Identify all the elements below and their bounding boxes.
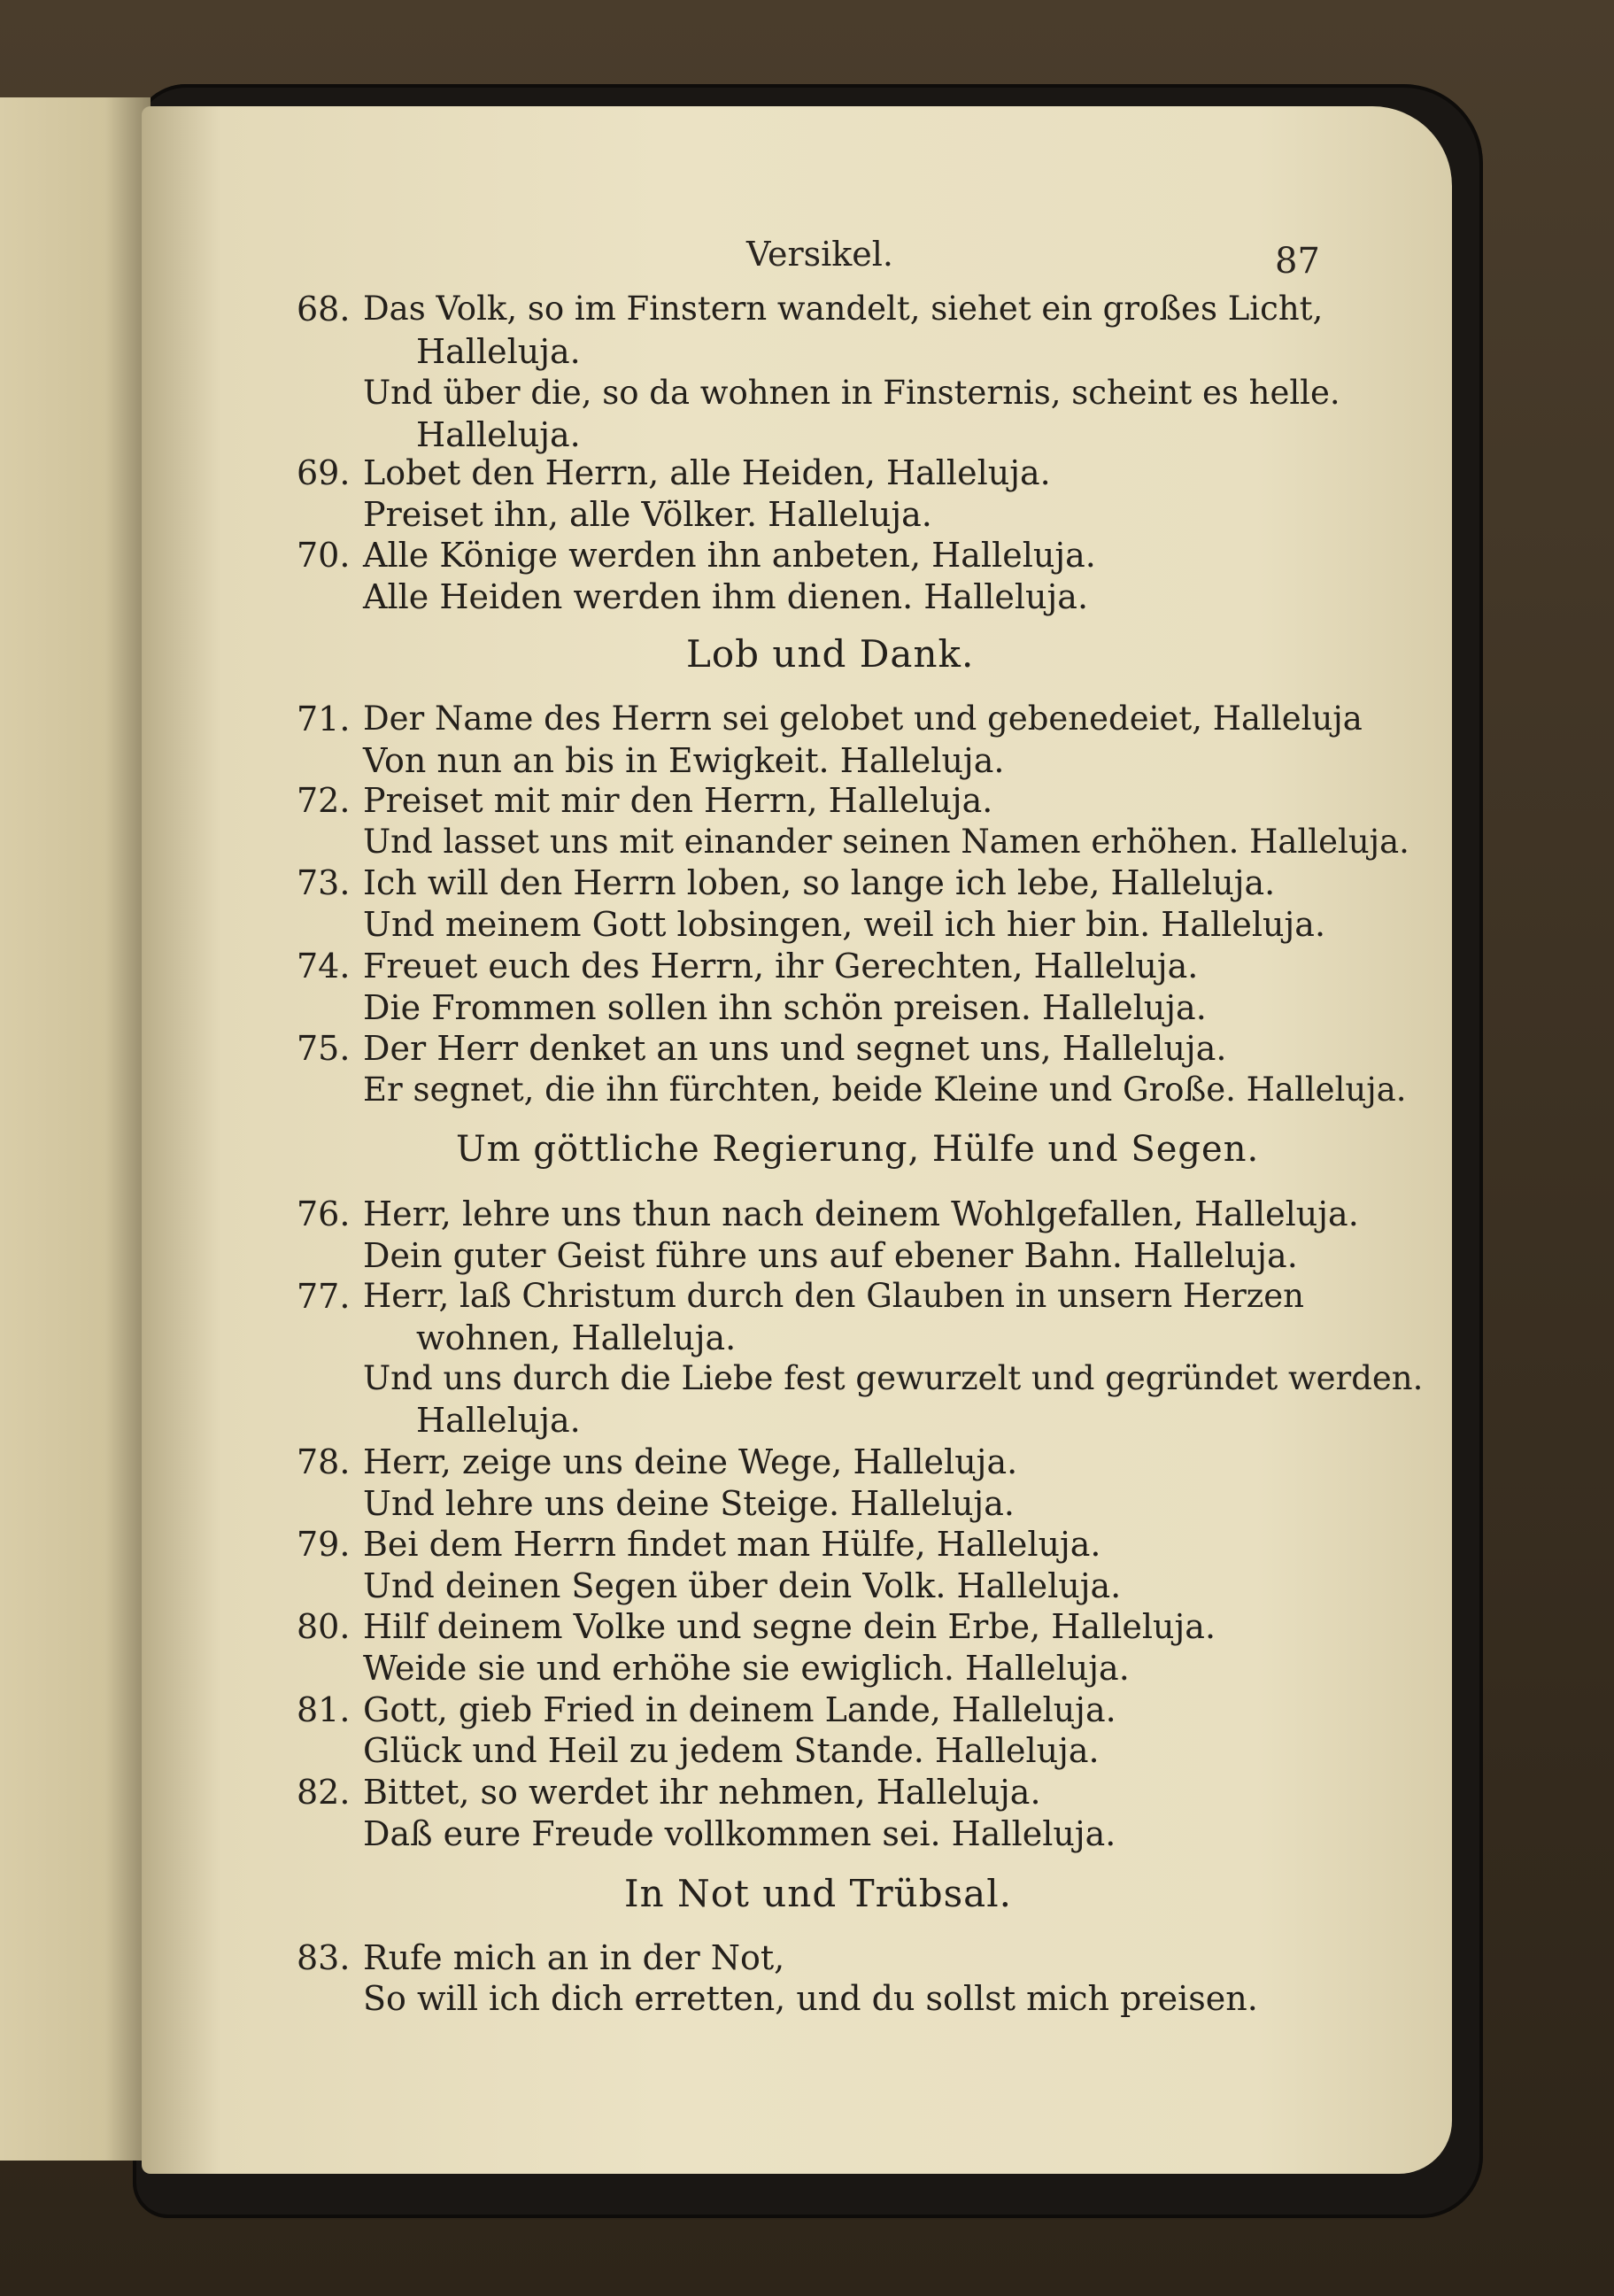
verse-line: Hilf deinem Volke und segne dein Erbe, Halleluja. [363,1607,1216,1646]
verse-number: 73. [297,863,351,902]
verse-line: Preiset mit mir den Herrn, Halleluja. [363,781,993,820]
verse-line: Bittet, so werdet ihr nehmen, Halleluja. [363,1773,1041,1812]
section-heading: In Not und Trübsal. [624,1872,1012,1915]
verse-line: Und uns durch die Liebe fest gewurzelt und gegründet werden. [363,1359,1424,1397]
verse-line: Herr, lehre uns thun nach deinem Wohlgefallen, Halleluja. [363,1194,1359,1233]
verse-number: 75. [297,1029,351,1068]
verse-line: Preiset ihn, alle Völker. Halleluja. [363,495,932,534]
verse-number: 77. [297,1277,351,1316]
section-heading: Lob und Dank. [686,632,975,676]
verse-line: wohnen, Halleluja. [416,1318,737,1357]
verse-line: Daß eure Freude vollkommen sei. Halleluja. [363,1814,1116,1853]
verse-line: Und lasset uns mit einander seinen Namen erhöhen. Halleluja. [363,823,1409,861]
running-head: Versikel. [746,235,894,274]
verse-number: 69. [297,453,351,492]
verse-line: Halleluja. [416,332,581,371]
verse-line: Und lehre uns deine Steige. Halleluja. [363,1484,1015,1523]
verse-number: 79. [297,1525,351,1564]
verse-line: Und deinen Segen über dein Volk. Halleluja. [363,1566,1122,1605]
verse-line: Herr, laß Christum durch den Glauben in unsern Herzen [363,1277,1305,1315]
verse-line: Lobet den Herrn, alle Heiden, Halleluja. [363,453,1051,492]
verse-line: Die Frommen sollen ihn schön preisen. Halleluja. [363,988,1207,1027]
verse-number: 78. [297,1442,351,1481]
section-heading: Um göttliche Regierung, Hülfe und Segen. [456,1129,1260,1170]
verse-line: Er segnet, die ihn fürchten, beide Kleine und Große. Halleluja. [363,1071,1407,1109]
verse-line: Und meinem Gott lobsingen, weil ich hier bin. Halleluja. [363,905,1326,944]
verse-number: 81. [297,1690,351,1729]
verse-line: Ich will den Herrn loben, so lange ich lebe, Halleluja. [363,863,1276,902]
verse-number: 70. [297,536,351,575]
verse-line: Bei dem Herrn findet man Hülfe, Halleluja. [363,1525,1101,1564]
verse-line: Halleluja. [416,415,581,454]
verse-line: Weide sie und erhöhe sie ewiglich. Halleluja. [363,1649,1130,1688]
verse-number: 83. [297,1938,351,1977]
verse-line: Glück und Heil zu jedem Stande. Halleluja. [363,1731,1100,1770]
verse-line: Der Herr denket an uns und segnet uns, Halleluja. [363,1029,1227,1068]
verse-line: Und über die, so da wohnen in Finsternis, scheint es helle. [363,374,1340,412]
verse-line: Herr, zeige uns deine Wege, Halleluja. [363,1442,1018,1481]
verse-number: 71. [297,700,351,738]
verse-line: Halleluja. [416,1401,581,1440]
verse-line: So will ich dich erretten, und du sollst mich preisen. [363,1979,1258,2018]
verse-line: Dein guter Geist führe uns auf ebener Bahn. Halleluja. [363,1236,1298,1275]
verse-line: Das Volk, so im Finstern wandelt, siehet ein großes Licht, [363,290,1324,328]
verse-number: 68. [297,290,351,329]
verse-line: Der Name des Herrn sei gelobet und gebenedeiet, Halleluja [363,700,1363,738]
verse-number: 82. [297,1773,351,1812]
verse-line: Alle Heiden werden ihm dienen. Halleluja. [363,577,1089,616]
verse-number: 72. [297,781,351,820]
verse-number: 74. [297,947,351,986]
verse-number: 80. [297,1607,351,1646]
verse-line: Gott, gieb Fried in deinem Lande, Halleluja. [363,1690,1116,1729]
verse-number: 76. [297,1194,351,1233]
verse-line: Alle Könige werden ihn anbeten, Halleluja. [363,536,1096,575]
page-number: 87 [1275,241,1320,282]
verse-line: Rufe mich an in der Not, [363,1938,785,1977]
verse-line: Von nun an bis in Ewigkeit. Halleluja. [363,741,1005,780]
verse-line: Freuet euch des Herrn, ihr Gerechten, Halleluja. [363,947,1199,986]
